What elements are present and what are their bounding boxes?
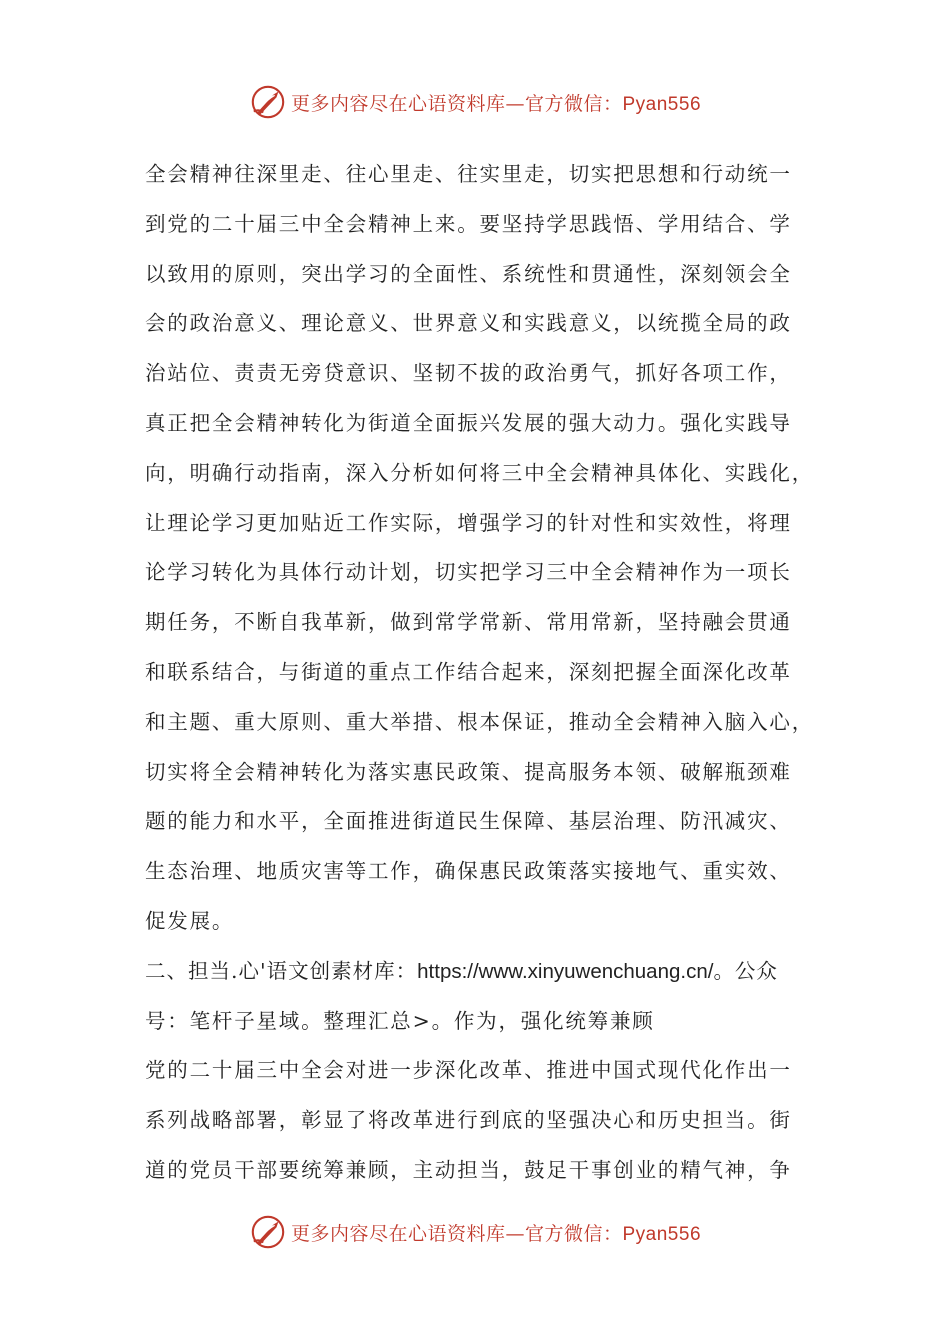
paragraph-line: 向，明确行动指南，深入分析如何将三中全会精神具体化、实践化， xyxy=(145,460,814,485)
paragraph-line: 真正把全会精神转化为街道全面振兴发展的强大动力。强化实践导 xyxy=(145,410,792,435)
paragraph-line: 以致用的原则，突出学习的全面性、系统性和贯通性，深刻领会全 xyxy=(145,261,792,286)
paragraph-line: 道的党员干部要统筹兼顾，主动担当，鼓足干事创业的精气神，争 xyxy=(145,1157,792,1182)
paragraph-line: 党的二十届三中全会对进一步深化改革、推进中国式现代化作出一 xyxy=(145,1058,792,1083)
paragraph-line: 会的政治意义、理论意义、世界意义和实践意义，以统揽全局的政 xyxy=(145,311,792,336)
paragraph-line: 治站位、责责无旁贷意识、坚韧不拔的政治勇气，抓好各项工作， xyxy=(145,361,792,386)
section-heading-prefix: 二、担当.心'语文创素材库： xyxy=(145,958,418,983)
section-heading-suffix: 。公众 xyxy=(713,958,778,983)
paragraph-line: 期任务，不断自我革新，做到常学常新、常用常新，坚持融会贯通 xyxy=(145,610,792,635)
paragraph-line: 切实将全会精神转化为落实惠民政策、提高服务本领、破解瓶颈难 xyxy=(145,759,792,784)
header-banner xyxy=(0,82,950,122)
paragraph-line: 和主题、重大原则、重大举措、根本保证，推动全会精神入脑入心， xyxy=(145,709,814,734)
header-banner-text: 更多内容尽在心语资料库—官方微信：Pyan556 xyxy=(290,92,702,115)
section-heading-url[interactable]: https://www.xinyuwenchuang.cn/ xyxy=(417,959,714,983)
section-heading-line2: 号：笔杆子星域。整理汇总>。作为，强化统筹兼顾 xyxy=(145,1008,655,1033)
pen-nib-icon xyxy=(249,1213,287,1251)
footer-banner-text: 更多内容尽在心语资料库—官方微信：Pyan556 xyxy=(290,1222,702,1245)
pen-nib-icon xyxy=(249,83,287,121)
section-heading xyxy=(145,947,820,997)
paragraph-line: 到党的二十届三中全会精神上来。要坚持学思践悟、学用结合、学 xyxy=(145,211,792,236)
paragraph-line: 全会精神往深里走、往心里走、往实里走，切实把思想和行动统一 xyxy=(145,162,792,186)
paragraph-line: 论学习转化为具体行动计划，切实把学习三中全会精神作为一项长 xyxy=(145,560,792,585)
paragraph-line: 生态治理、地质灾害等工作，确保惠民政策落实接地气、重实效、 xyxy=(145,859,792,884)
paragraph-line: 系列战略部署，彰显了将改革进行到底的坚强决心和历史担当。街 xyxy=(145,1108,792,1133)
paragraph-line: 促发展。 xyxy=(145,908,235,933)
paragraph-line: 和联系结合，与街道的重点工作结合起来，深刻把握全面深化改革 xyxy=(145,659,792,684)
footer-banner xyxy=(0,1212,950,1252)
paragraph-line: 让理论学习更加贴近工作实际，增强学习的针对性和实效性，将理 xyxy=(145,510,792,535)
paragraph-line: 题的能力和水平，全面推进街道民生保障、基层治理、防汛减灾、 xyxy=(145,809,792,834)
document-body xyxy=(145,150,820,1196)
